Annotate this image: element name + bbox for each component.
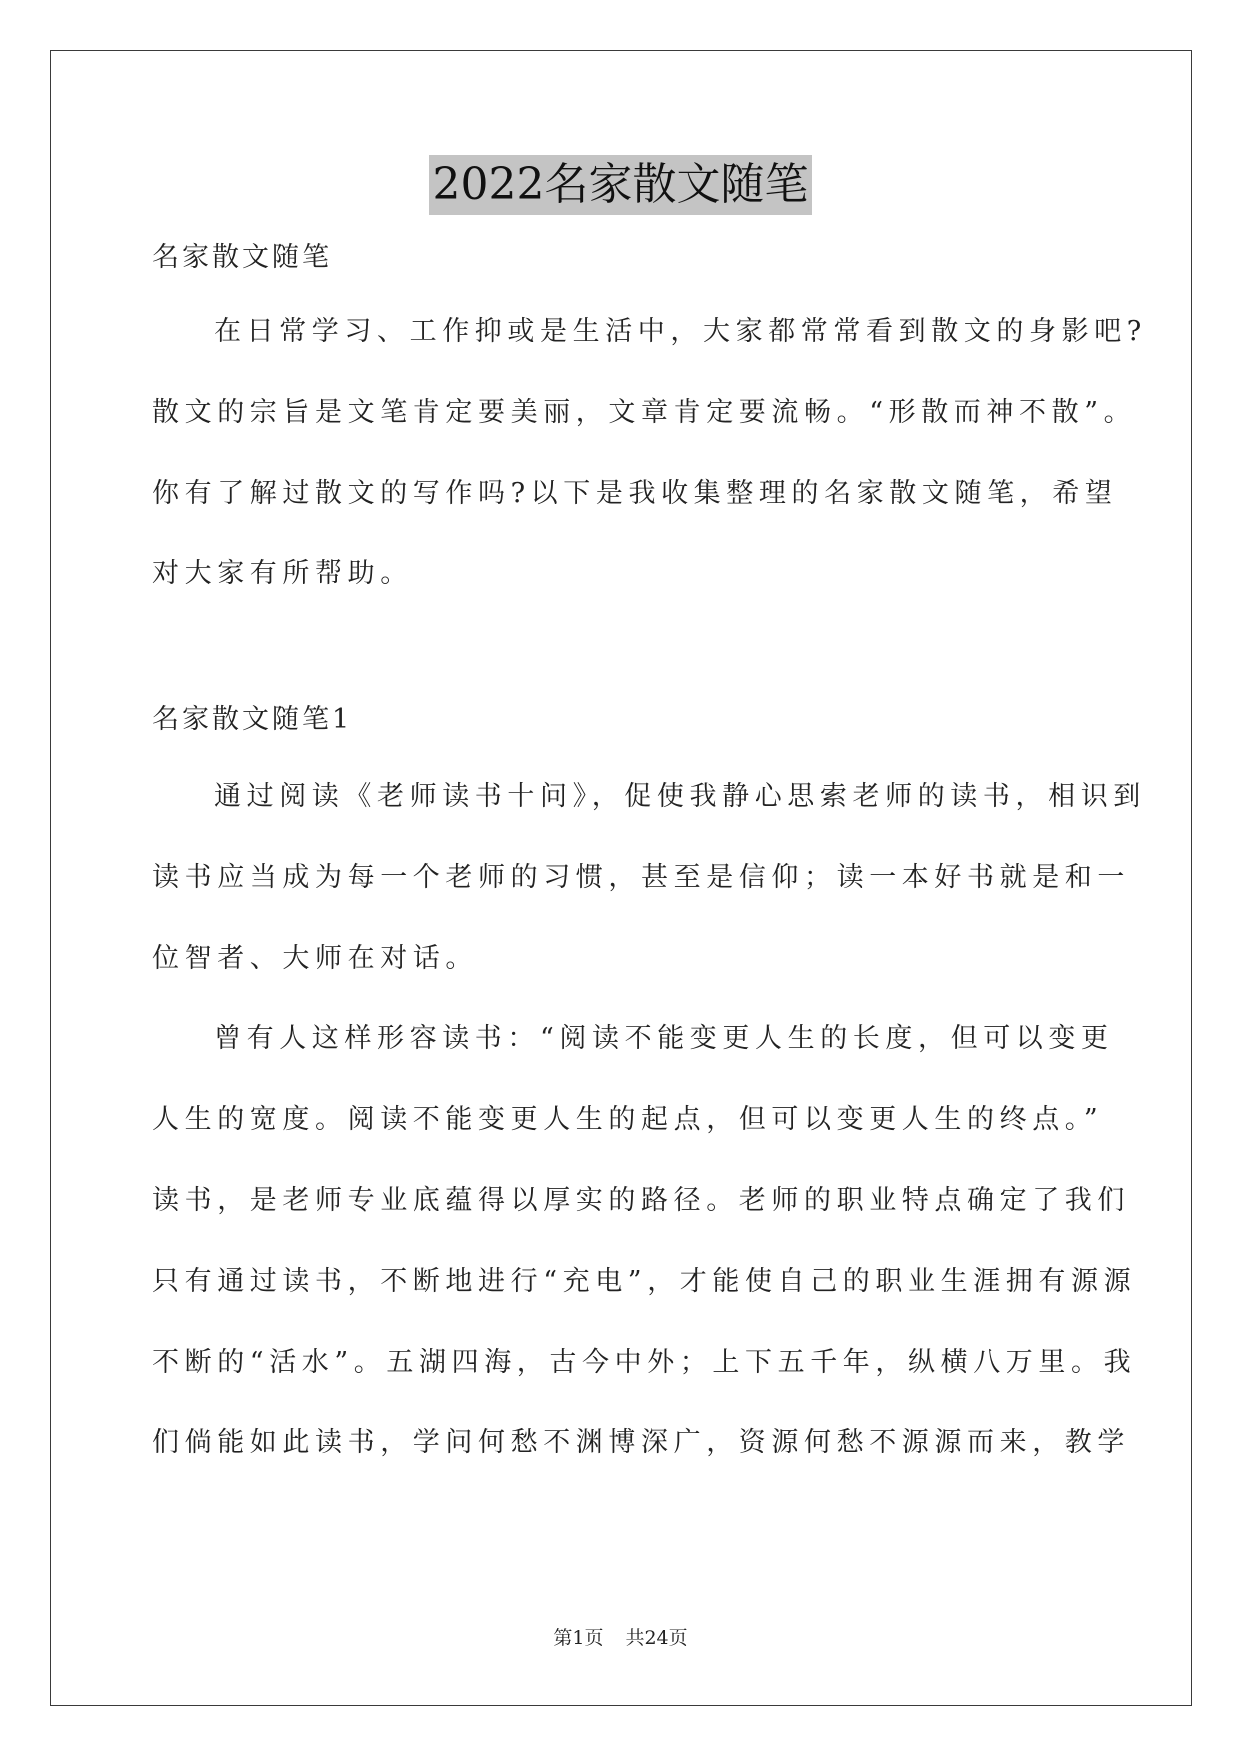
- para2-line-3: 读书，是老师专业底蕴得以厚实的路径。老师的职业特点确定了我们: [152, 1185, 1130, 1216]
- page-footer: [0, 1626, 1241, 1650]
- title-container: [0, 155, 1241, 215]
- para2-line-2: 人生的宽度。阅读不能变更人生的起点，但可以变更人生的终点。”: [152, 1104, 1104, 1135]
- intro-line-3: 你有了解过散文的写作吗?以下是我收集整理的名家散文随笔，希望: [152, 478, 1118, 509]
- intro-line-1: 在日常学习、工作抑或是生活中，大家都常常看到散文的身影吧?: [214, 316, 1147, 347]
- page-total: 共24页: [625, 1627, 688, 1649]
- intro-line-4: 对大家有所帮助。: [152, 558, 413, 589]
- section-heading: 名家散文随笔1: [152, 704, 353, 735]
- para1-line-1: 通过阅读《老师读书十问》，促使我静心思索老师的读书，相识到: [214, 781, 1146, 812]
- para2-line-4: 只有通过读书，不断地进行“充电”，才能使自己的职业生涯拥有源源: [152, 1266, 1137, 1297]
- page-number: 第1页: [553, 1627, 604, 1649]
- para2-line-6: 们倘能如此读书，学问何愁不渊博深广，资源何愁不源源而来，教学: [152, 1427, 1130, 1458]
- intro-line-2: 散文的宗旨是文笔肯定要美丽，文章肯定要流畅。“形散而神不散”。: [152, 397, 1137, 428]
- subtitle: 名家散文随笔: [152, 242, 332, 273]
- para1-line-3: 位智者、大师在对话。: [152, 943, 478, 974]
- document-title: 2022名家散文随笔: [429, 155, 813, 215]
- para1-line-2: 读书应当成为每一个老师的习惯，甚至是信仰；读一本好书就是和一: [152, 862, 1130, 893]
- para2-line-5: 不断的“活水”。五湖四海，古今中外；上下五千年，纵横八万里。我: [152, 1347, 1137, 1378]
- para2-line-1: 曾有人这样形容读书：“阅读不能变更人生的长度，但可以变更: [214, 1023, 1114, 1054]
